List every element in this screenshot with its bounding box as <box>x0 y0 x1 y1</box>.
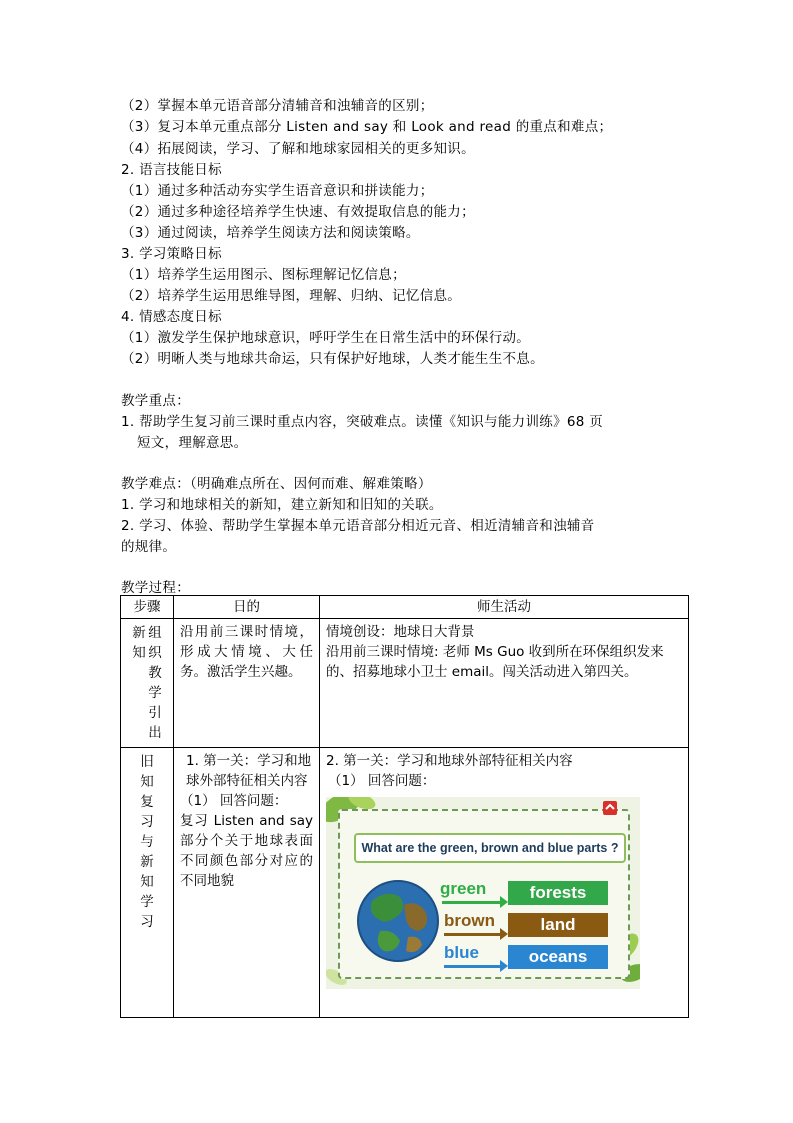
step-label: 旧知复习与新知学习 <box>140 754 154 930</box>
figure-question: What are the green, brown and blue parts ? <box>354 833 626 863</box>
objective-line: （1）激发学生保护地球意识，呼吁学生在日常生活中的环保行动。 <box>121 330 531 346</box>
objective-line: （2）掌握本单元语音部分清辅音和浊辅音的区别； <box>121 98 434 114</box>
color-word-blue: blue <box>444 943 479 962</box>
place-tag-oceans: oceans <box>508 945 608 969</box>
objective-line: （2）培养学生运用思维导图，理解、归纳、记忆信息。 <box>121 288 462 304</box>
table-header-row <box>121 596 689 619</box>
objective-line: （3）复习本单元重点部分 Listen and say 和 Look and read 的重点和难点； <box>121 119 613 135</box>
header-activity: 师生活动 <box>320 596 689 619</box>
teaching-process-table <box>120 595 689 1018</box>
purpose-subtitle: （1） 回答问题： <box>180 793 288 809</box>
place-tag-forests: forests <box>508 881 608 905</box>
process-heading: 教学过程： <box>121 580 190 596</box>
earth-colors-figure <box>326 797 640 989</box>
difficulty-item: 1. 学习和地球相关的新知，建立新知和旧知的关联。 <box>121 497 443 513</box>
difficulties-heading: 教学难点：（明确难点所在、因何而难、解难策略） <box>121 476 432 492</box>
table-row <box>121 748 689 1018</box>
purpose-title: 1. 第一关：学习和地球外部特征相关内容 <box>186 753 312 789</box>
objective-line: （4）拓展阅读，学习、了解和地球家园相关的更多知识。 <box>121 141 475 157</box>
header-step: 步骤 <box>121 596 174 619</box>
key-point-item: 1. 帮助学生复习前三课时重点内容，突破难点。读懂《知识与能力训练》68 页 <box>121 414 604 430</box>
activity-cell <box>320 619 689 748</box>
activity-text: 沿用前三课时情境: 老师 Ms Guo 收到所在环保组织发来的、招募地球小卫士 email。闯关活动进入第四关。 <box>326 644 664 680</box>
activity-title: 2. 第一关：学习和地球外部特征相关内容 <box>326 753 573 769</box>
activity-subtitle: （1） 回答问题： <box>328 773 436 789</box>
activity-cell <box>320 748 689 1018</box>
arrow-icon <box>444 965 502 968</box>
key-points-heading: 教学重点： <box>121 393 190 409</box>
place-tag-land: land <box>508 913 608 937</box>
table-row <box>121 619 689 748</box>
activity-title: 情境创设：地球日大背景 <box>326 624 475 640</box>
objective-line: （2）明晰人类与地球共命运，只有保护好地球，人类才能生生不息。 <box>121 351 544 367</box>
color-word-green: green <box>440 879 487 898</box>
objective-heading: 3. 学习策略日标 <box>121 246 222 262</box>
color-word-brown: brown <box>444 911 495 930</box>
difficulty-item-cont: 的规律。 <box>121 539 177 555</box>
arrow-icon <box>444 933 502 936</box>
purpose-cell: 沿用前三课时情境，形成大情境、大任务。激活学生兴趣。 <box>174 619 320 748</box>
step-cell <box>121 748 174 1018</box>
publisher-logo-icon <box>603 801 617 815</box>
objective-line: （1）培养学生运用图示、图标理解记忆信息； <box>121 267 406 283</box>
difficulty-item: 2. 学习、体验、帮助学生掌握本单元语音部分相近元音、相近清辅音和浊辅音 <box>121 518 595 534</box>
objective-heading: 4. 情感态度日标 <box>121 309 222 325</box>
key-point-item-cont: 短文，理解意思。 <box>137 435 248 451</box>
objective-line: （3）通过阅读，培养学生阅读方法和阅读策略。 <box>121 225 420 241</box>
purpose-body: 复习 Listen and say 部分个关于地球表面不同颜色部分对应的不同地貌 <box>180 813 313 889</box>
globe-icon <box>356 879 440 963</box>
step-cell <box>121 619 174 748</box>
purpose-cell <box>174 748 320 1018</box>
objective-line: （2）通过多种途径培养学生快速、有效提取信息的能力； <box>121 204 475 220</box>
arrow-icon <box>442 901 502 904</box>
step-label-col2: 组织教学引出 <box>148 625 162 741</box>
header-purpose: 日的 <box>174 596 320 619</box>
step-label-col1: 新知 <box>132 625 146 661</box>
objective-heading: 2. 语言技能日标 <box>121 162 222 178</box>
objective-line: （1）通过多种活动夯实学生语音意识和拼读能力； <box>121 183 434 199</box>
